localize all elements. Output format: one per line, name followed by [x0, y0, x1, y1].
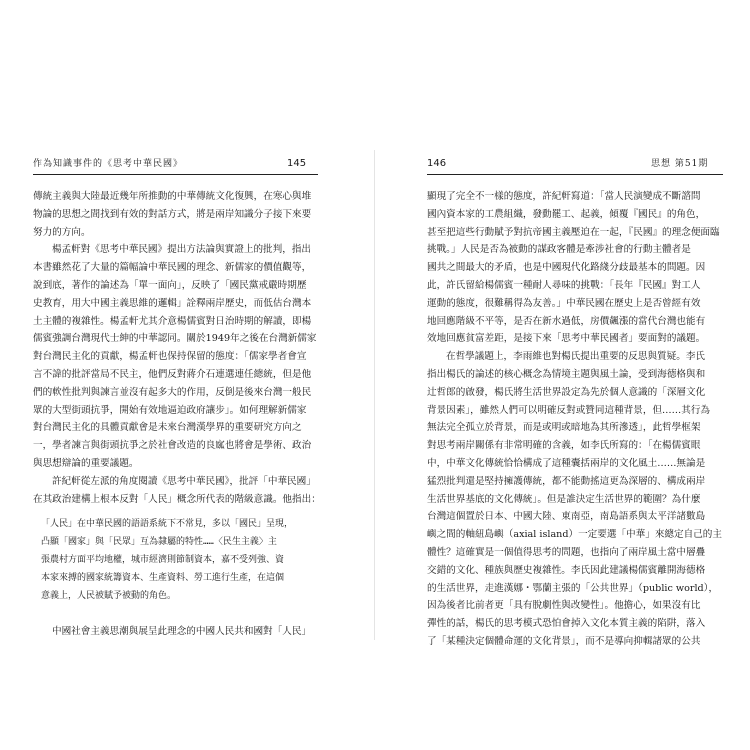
left-header-rule	[33, 174, 318, 175]
block-quote	[33, 516, 333, 605]
text-line: 猛烈批判還是堅持擁護傳統，都不能動搖這更為深層的、構成兩岸	[427, 475, 706, 487]
text-line: 的生活世界，走進漢娜・鄂蘭主張的「公共世界」（public world），	[427, 582, 719, 594]
right-page-number: 146	[427, 158, 447, 169]
right-header-rule	[427, 174, 723, 175]
left-page-number: 145	[287, 158, 307, 169]
text-line: 指出楊氏的論述的核心概念為情境主題與風土論，受到海德格與和	[427, 368, 706, 380]
text-line: 顯現了完全不一樣的態度，許紀軒寫道：「當人民演變成不斷諮問	[427, 191, 701, 202]
text-line: 眾的大型街頭抗爭，開始有效地逼迫政府讓步」。如何理解新儒家	[33, 404, 307, 416]
left-running-title: 作為知識事件的《思考中華民國》	[33, 159, 184, 169]
text-line: 無法完全孤立於背景，而是或明或暗地為其所滲透」，此哲學框架	[427, 422, 701, 434]
text-line: 與思想辯論的重要議題。	[33, 457, 139, 469]
text-line: 因為後者比前者更「具有脫劇性與改變性」。他擔心，如果沒有比	[427, 600, 701, 612]
text-line: 許紀軒從左派的角度閱讀《思考中華民國》，批評「中華民國」	[52, 475, 316, 487]
text-line: 生活世界基底的文化傳統」。但是誰決定生活世界的範圍？為什麼	[427, 493, 701, 505]
text-line: 對台灣民主化的具體貢獻會是未來台灣漢學界的重要研究方向之	[33, 422, 302, 434]
text-line: 體性？這確實是一個值得思考的問題，也指向了兩岸風土當中層疊	[427, 546, 706, 558]
text-line: 凸顯「國家」與「民眾」互為隸屬的特性……〈民生主義〉主	[41, 537, 277, 548]
text-line: 甚至把這些行動賦予對抗帝國主義壓迫在一起，『民國』的理念便面臨	[427, 226, 720, 238]
left-running-header	[33, 156, 318, 172]
text-line: 意義上，人民被賦予被動的角色。	[41, 590, 177, 601]
text-line: 此，許氏留給楊儒賓一種耐人尋味的挑戰：「長年『民國』對工人	[427, 279, 701, 291]
text-line: 一，學者諫言與街頭抗爭之於社會改造的良寙也將會是學術、政治	[33, 440, 312, 452]
right-running-header	[427, 156, 723, 172]
text-line: 張農村方面平均地權，城市經濟則節制資本，嘉不受列強、資	[41, 554, 285, 565]
right-body-text	[427, 188, 727, 651]
text-line: 中國社會主義思潮與展呈此理念的中國人民共和國對「人民」	[52, 626, 312, 638]
text-line: 們的軟性批判與諫言並沒有起多大的作用，反倒是後來台灣一般民	[33, 386, 312, 398]
left-body-text	[33, 188, 333, 641]
text-line: 物論的思想之間找到有效的對話方式，將是兩岸知識分子接下來要	[33, 208, 312, 220]
text-line: 傳統主義與大陸最近幾年所推動的中華傳統文化復興，在寒心與堆	[33, 191, 312, 202]
text-line: 努力的方向。	[33, 226, 91, 238]
spacer	[33, 508, 333, 516]
text-line: 背景因素」，雖然人們可以明確反對或贊同這種背景，但……其行為	[427, 404, 711, 416]
text-line: 土主體的複雜性。楊孟軒尤其介意楊儒賓對日治時期的解讀，即楊	[33, 315, 312, 327]
text-line: 楊孟軒對《思考中華民國》提出方法論與實證上的批判，指出	[52, 244, 312, 256]
text-line: 地回應階級不平等，是否在新水過低，房價飆漲的當代台灣也能有	[427, 315, 706, 327]
text-line: 儒賓強調台灣現代士紳的中華認同。關於1949年之後在台灣新儒家	[33, 333, 317, 345]
text-line: 辻哲郎的啟發，楊氏將生活世界設定為先於個人意識的「深層文化	[427, 386, 706, 398]
text-line: 本書雖然花了大量的篇幅論中華民國的理念、新儒家的價值觀等，	[33, 262, 312, 274]
text-line: 彈性的話，楊氏的思考模式恐怕會掉入文化本質主義的陷阱，落入	[427, 618, 706, 630]
right-journal-title: 思想 第51期	[651, 159, 709, 169]
text-line: 交錯的文化、種族與歷史複雜性。李氏因此建議楊儒賓離開海德格	[427, 564, 706, 576]
text-line: 史教育，用大中國主義思維的邏輯」詮釋兩岸歷史，而低估台灣本	[33, 297, 312, 309]
text-line: 在哲學議題上，李雨維也對楊氏提出重要的反思與質疑。李氏	[446, 351, 706, 363]
text-line: 國共之間最大的矛盾，也是中國現代化路綫分歧最基本的問題。因	[427, 262, 706, 274]
spacer	[33, 605, 333, 623]
text-line: 對思考兩岸關係有非常明確的含義，如李氏所寫的：「在楊儒賓眼	[427, 440, 701, 452]
text-line: 國內資本家的工農組織，發動罷工、起義，傾覆『國民』的角色，	[427, 208, 706, 220]
text-line: 台灣這個置於日本、中國大陸、東南亞，南島語系與太平洋諸數島	[427, 511, 706, 523]
right-page	[375, 0, 750, 750]
text-line: 在其政治建構上根本反對「人民」概念所代表的階級意識。他指出：	[33, 493, 321, 505]
text-line: 挑戰。」人民是否為被動的謀政客體是牽涉社會的行動主體者是	[427, 244, 691, 256]
text-line: 中，中華文化傳統恰恰構成了這種囊括兩岸的文化風土……無論是	[427, 457, 706, 469]
text-line: 運動的態度，很難稱得為友善。」中華民國在歷史上是否曾經有效	[427, 297, 701, 309]
text-line: 嶼之間的軸紐島嶼（axial island）一定要選「中華」來總定自己的主	[427, 529, 722, 541]
text-line: 說到底，著作的論述為「單一面向」，反映了「國民黨戒嚴時期歷	[33, 279, 307, 291]
text-line: 「人民」在中華民國的語語系統下不常見，多以「國民」呈現，	[41, 519, 294, 530]
text-line: 效地回應貧富差距，是接下來「思考中華民國者」要面對的議題。	[427, 333, 706, 345]
text-line: 對台灣民主化的貢獻，楊孟軒也保持保留的態度：「儒家學者會宣	[33, 351, 307, 363]
text-line: 了「某種決定個體命運的文化背景」，而不是導向抑輯諸眾的公共	[427, 635, 701, 647]
text-line: 言不諱的批評當局不民主，他們反對蔣介石連選連任總統，但是他	[33, 368, 312, 380]
text-line: 本家來搏的國家統籌資本、生產資料、勞工進行生產，在這個	[41, 572, 285, 583]
